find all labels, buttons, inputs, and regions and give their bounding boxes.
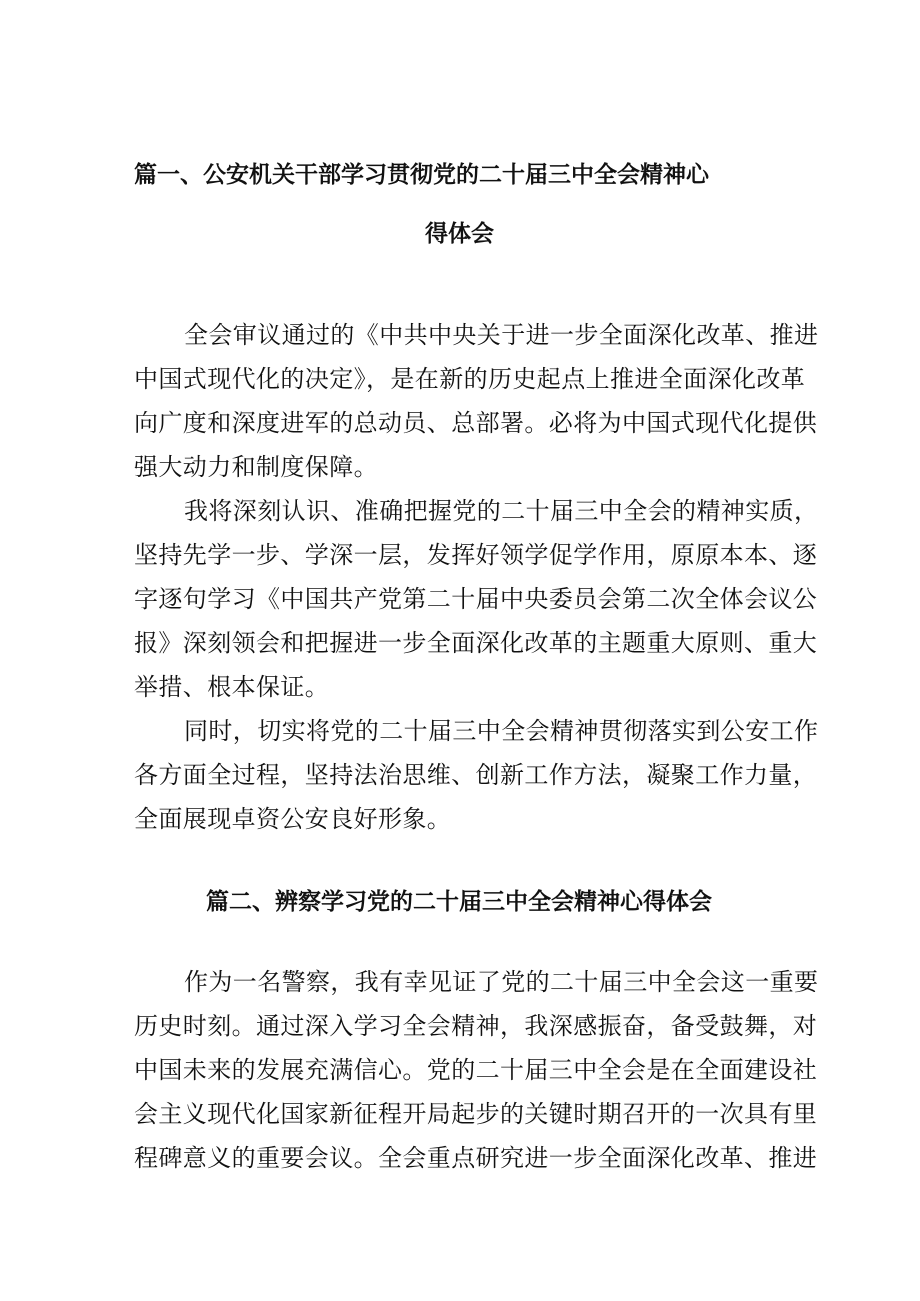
s1-p3-line1: 同时，切实将党的二十届三中全会精神贯彻落实到公安工作 xyxy=(184,717,819,745)
s1-p1-line4: 强大动力和制度保障。 xyxy=(134,453,378,481)
s2-p1-line1: 作为一名警察，我有幸见证了党的二十届三中全会这一重要 xyxy=(184,968,819,996)
section1-title-line1: 篇一、公安机关干部学习贯彻党的二十届三中全会精神心 xyxy=(134,162,709,188)
s1-p2-line4: 报》深刻领会和把握进一步全面深化改革的主题重大原则、重大 xyxy=(134,629,818,657)
s2-p1-line5: 程碑意义的重要会议。全会重点研究进一步全面深化改革、推进 xyxy=(134,1144,818,1172)
s1-p2-line2: 坚持先学一步、学深一层，发挥好领学促学作用，原原本本、逐 xyxy=(134,541,818,569)
s1-p3-line2: 各方面全过程，坚持法治思维、创新工作方法，凝聚工作力量， xyxy=(134,761,818,789)
s2-p1-line4: 会主义现代化国家新征程开局起步的关键时期召开的一次具有里 xyxy=(134,1100,818,1128)
s1-p3-line3: 全面展现卓资公安良好形象。 xyxy=(134,805,452,833)
s1-p1-line2: 中国式现代化的决定》，是在新的历史起点上推进全面深化改革 xyxy=(134,365,806,393)
s1-p1-line3: 向广度和深度进军的总动员、总部署。必将为中国式现代化提供 xyxy=(134,409,818,437)
s1-p2-line1: 我将深刻认识、准确把握党的二十届三中全会的精神实质， xyxy=(184,497,819,525)
section2-title: 篇二、辨察学习党的二十届三中全会精神心得体会 xyxy=(206,889,712,915)
s2-p1-line3: 中国未来的发展充满信心。党的二十届三中全会是在全面建设社 xyxy=(134,1056,818,1084)
s1-p2-line5: 举措、根本保证。 xyxy=(134,673,330,701)
section1-title-line2: 得体会 xyxy=(425,221,494,247)
s1-p1-line1: 全会审议通过的《中共中央关于进一步全面深化改革、推进 xyxy=(184,321,819,349)
s2-p1-line2: 历史时刻。通过深入学习全会精神，我深感振奋，备受鼓舞，对 xyxy=(134,1012,818,1040)
s1-p2-line3: 字逐句学习《中国共产党第二十届中央委员会第二次全体会议公 xyxy=(134,585,818,613)
